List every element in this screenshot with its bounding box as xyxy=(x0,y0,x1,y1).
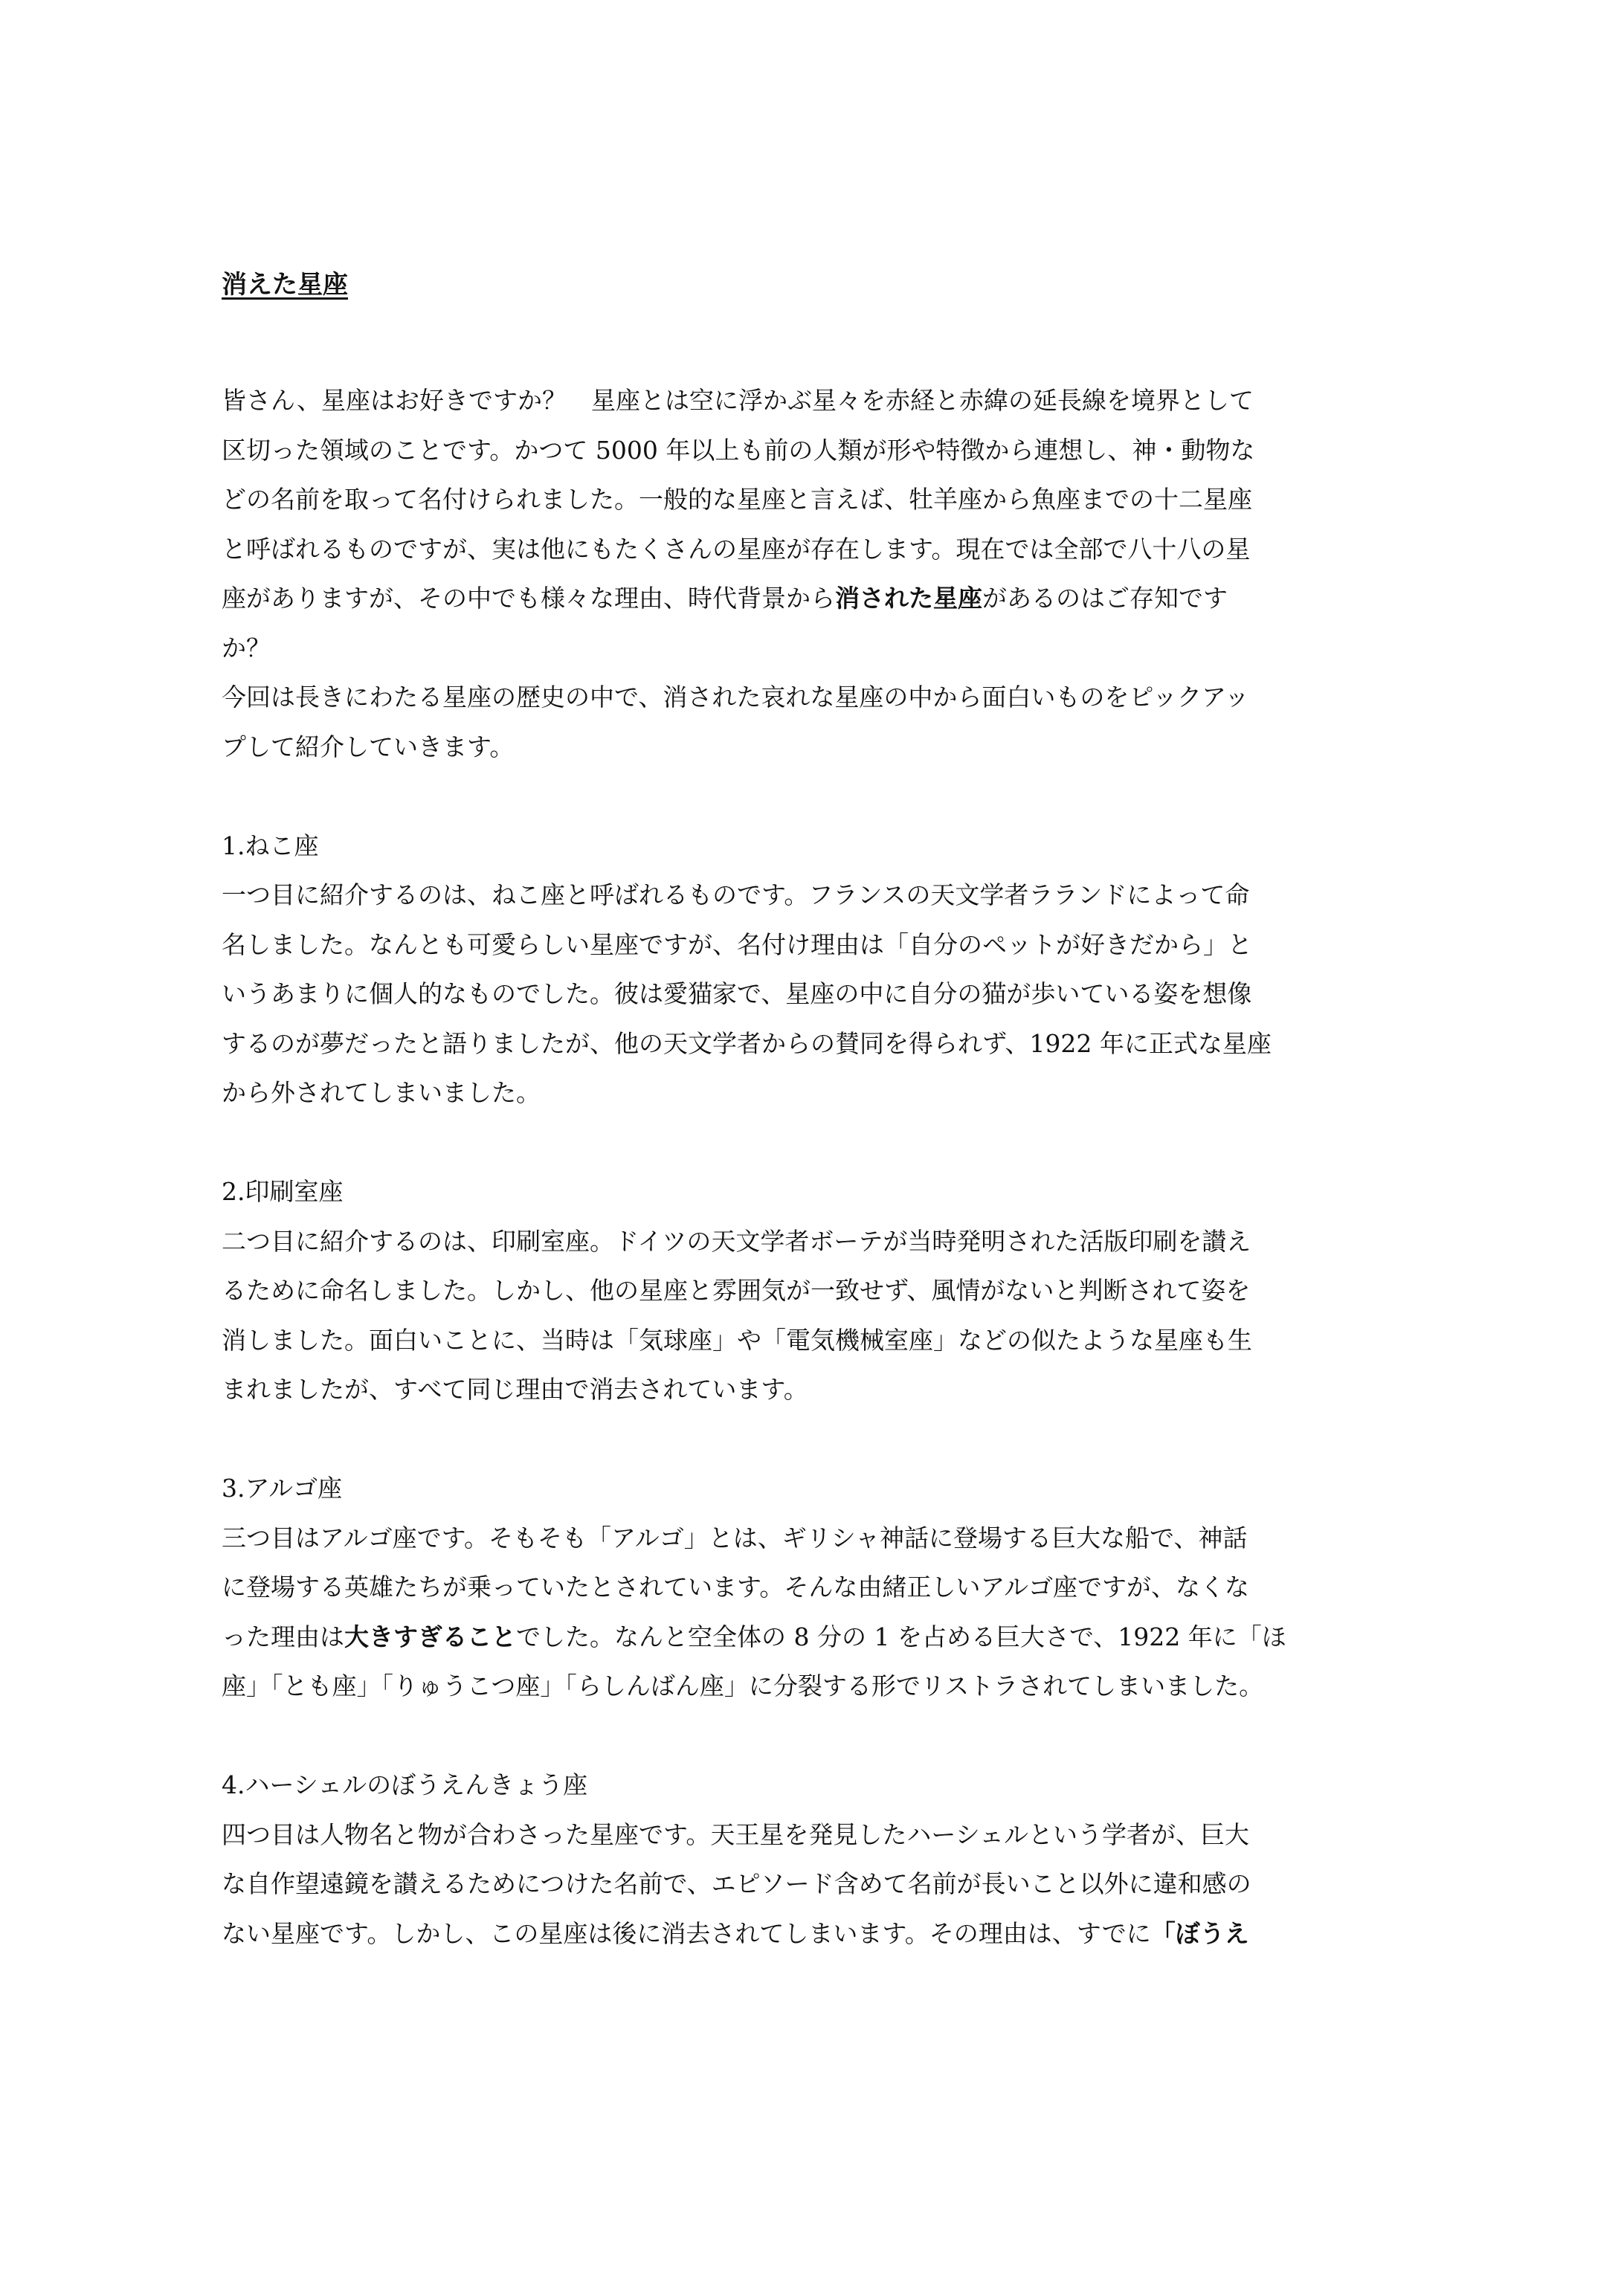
document-title: 消えた星座 xyxy=(222,270,348,300)
text-line: な自作望遠鏡を讃えるためにつけた名前で、エピソード含めて名前が長いこと以外に違和感の xyxy=(222,1869,1251,1898)
text-line: 名しました。なんとも可愛らしい星座ですが、名付け理由は「自分のペットが好きだから」と xyxy=(222,929,1252,959)
text-line: に登場する英雄たちが乗っていたとされています。そんな由緒正しいアルゴ座ですが、なくな xyxy=(222,1573,1250,1602)
text-line: いうあまりに個人的なものでした。彼は愛猫家で、星座の中に自分の猫が歩いている姿を想像 xyxy=(222,979,1252,1008)
text-line: 皆さん、星座はお好きですか？ 星座とは空に浮かぶ星々を赤経と赤緯の延長線を境界として xyxy=(222,386,1254,415)
spacer xyxy=(222,1118,1405,1168)
bold-emphasis: 「ぼうえ xyxy=(1150,1918,1249,1948)
section-argo xyxy=(222,1464,1405,1712)
text-line: ない星座です。しかし、この星座は後に消去されてしまいます。その理由は、すでに「ぼうえ xyxy=(222,1918,1249,1948)
text-line: 一つ目に紹介するのは、ねこ座と呼ばれるものです。フランスの天文学者ラランドによって命 xyxy=(222,880,1250,909)
intro-paragraph xyxy=(222,376,1405,772)
text-line: 三つ目はアルゴ座です。そもそも「アルゴ」とは、ギリシャ神話に登場する巨大な船で、神話 xyxy=(222,1523,1248,1552)
section-heading: 1.ねこ座 xyxy=(222,831,319,860)
section-herschel xyxy=(222,1761,1405,1958)
text-line: まれましたが、すべて同じ理由で消去されています。 xyxy=(222,1375,808,1404)
spacer xyxy=(222,772,1405,822)
bold-emphasis: 消された星座 xyxy=(835,584,982,613)
text-line: か？ xyxy=(222,633,271,662)
text-line: 座」「とも座」「りゅうこつ座」「らしんばん座」に分裂する形でリストラされてしまいました。 xyxy=(222,1671,1264,1700)
text-line: 今回は長きにわたる星座の歴史の中で、消された哀れな星座の中から面白いものをピックアッ xyxy=(222,683,1249,712)
text-line: った理由は大きすぎることでした。なんと空全体の 8 分の 1 を占める巨大さで、1922 年に「ほ xyxy=(222,1622,1286,1651)
text-line: 二つ目に紹介するのは、印刷室座。ドイツの天文学者ボーテが当時発明された活版印刷を讃え xyxy=(222,1226,1251,1256)
text-line: 四つ目は人物名と物が合わさった星座です。天王星を発見したハーシェルという学者が、巨大 xyxy=(222,1819,1250,1849)
text-line: から外されてしまいました。 xyxy=(222,1078,541,1107)
bold-emphasis: 大きすぎること xyxy=(344,1622,516,1651)
text-line: プして紹介していきます。 xyxy=(222,732,515,761)
spacer xyxy=(222,1712,1405,1761)
section-heading: 4.ハーシェルのぼうえんきょう座 xyxy=(222,1770,588,1799)
section-neko xyxy=(222,822,1405,1118)
text-line: するのが夢だったと語りましたが、他の天文学者からの賛同を得られず、1922 年に正式な星座 xyxy=(222,1028,1272,1058)
text-line: どの名前を取って名付けられました。一般的な星座と言えば、牡羊座から魚座までの十二星座 xyxy=(222,485,1252,514)
text-line: るために命名しました。しかし、他の星座と雰囲気が一致せず、風情がないと判断されて姿を xyxy=(222,1276,1251,1305)
section-heading: 3.アルゴ座 xyxy=(222,1474,343,1503)
section-insatsushitsu xyxy=(222,1167,1405,1415)
text-line: 消しました。面白いことに、当時は「気球座」や「電気機械室座」などの似たような星座も生 xyxy=(222,1325,1252,1355)
text-line: 座がありますが、その中でも様々な理由、時代背景から消された星座があるのはご存知です xyxy=(222,584,1228,613)
spacer xyxy=(222,1415,1405,1465)
text-line: と呼ばれるものですが、実は他にもたくさんの星座が存在します。現在では全部で八十八の星 xyxy=(222,534,1251,564)
text-line: 区切った領域のことです。かつて 5000 年以上も前の人類が形や特徴から連想し、神・動物な xyxy=(222,435,1255,465)
section-heading: 2.印刷室座 xyxy=(222,1177,344,1206)
spacer xyxy=(222,302,1405,376)
document-page xyxy=(222,268,1405,1958)
